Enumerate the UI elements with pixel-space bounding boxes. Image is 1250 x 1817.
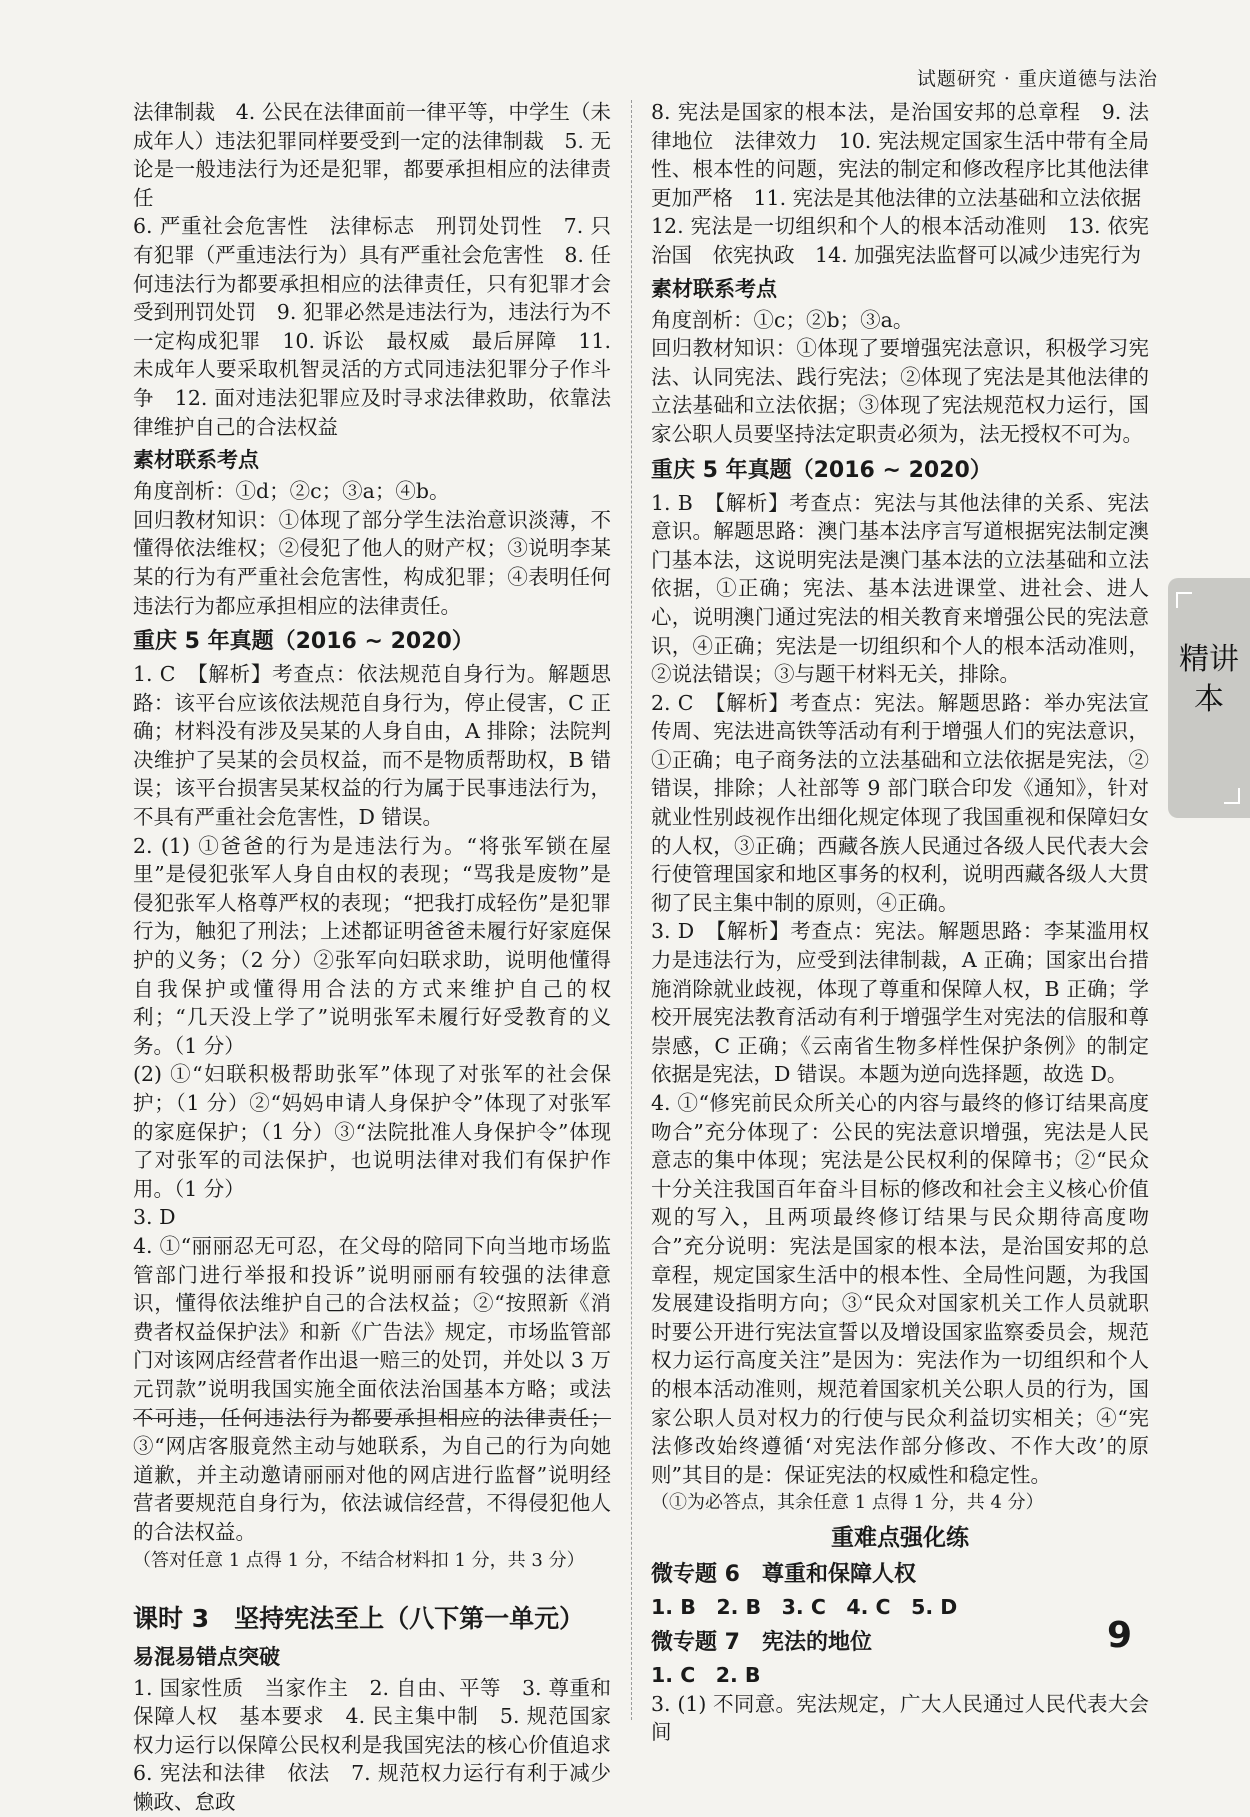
section-heading: 易混易错点突破 (133, 1644, 280, 1669)
left-column (133, 98, 632, 1817)
side-tab-label: 精讲本 (1179, 642, 1239, 717)
question-answer: 1. C 【解析】考查点：依法规范自身行为。解题思路：该平台应该依法规范自身行为，停止侵害，C 正确；材料没有涉及吴某的人身自由，A 排除；法院判决维护了吴某的会员权益，而不是物质帮助权，B 错误；该平台损害吴某权益的行为属于民事违法行为，不具有严重社会危害性，D 错误。 (133, 662, 611, 830)
question-answer: 3. D 【解析】考查点：宪法。解题思路：李某滥用权力是违法行为，应受到法律制裁，A 正确；国家出台措施消除就业歧视，体现了尊重和保障人权，B 正确；学校开展宪法教育活动有利于增强学生对宪法的信服和尊崇感，C 正确；《云南省生物多样性保护条例》的制定依据是宪法，D 错误。本题为逆向选择题，故选 D。 (651, 919, 1149, 1087)
answer-paragraph: 6. 严重社会危害性 法律标志 刑罚处罚性 7. 只有犯罪（严重违法行为）具有严重社会危害性 8. 任何违法行为都要承担相应的法律责任，只有犯罪才会受到刑罚处罚 9. 犯罪必然是违法行为，违法行为不一定构成犯罪 10. 诉讼 最权威 最后屏障 11. 未成年人要采取机智灵活的方式同违法犯罪分子作斗争 12. 面对违法犯罪应及时寻求法律救助，依靠法律维护自己的合法权益 (133, 214, 611, 439)
question-answer: (2) ①“妇联积极帮助张军”体现了对张军的社会保护；（1 分）②“妈妈申请人身保护令”体现了对张军的家庭保护；（1 分）③“法院批准人身保护令”体现了对张军的司法保护，也说明法律对我们有保护作用。（1 分） (133, 1062, 611, 1201)
section-heading: 素材联系考点 (651, 276, 777, 301)
question-answer: 2. (1) ①爸爸的行为是违法行为。“将张军锁在屋里”是侵犯张军人身自由权的表现；“骂我是废物”是侵犯张军人格尊严权的表现；“把我打成轻伤”是犯罪行为，触犯了刑法；上述都证明爸爸未履行好家庭保护的义务；（2 分）②张军向妇联求助，说明他懂得自我保护或懂得用合法的方式来维护自己的权利；“几天没上学了”说明张军未履行好受教育的义务。（1 分） (133, 833, 611, 1058)
question-answer: 3. (1) 不同意。宪法规定，广大人民通过人民代表大会间 (651, 1691, 1149, 1745)
answer-paragraph: 回归教材知识：①体现了要增强宪法意识，积极学习宪法、认同宪法、践行宪法；②体现了宪法是其他法律的立法基础和立法依据；③体现了宪法规范权力运行，国家公职人员要坚持法定职责必须为，法无授权不可为。 (651, 336, 1149, 446)
answer-paragraph: 角度剖析：①c；②b；③a。 (651, 307, 914, 332)
section-heading: 重庆 5 年真题（2016 ~ 2020） (133, 629, 474, 655)
section-heading: 重庆 5 年真题（2016 ~ 2020） (651, 457, 992, 483)
section-separator (133, 1418, 611, 1419)
answer-paragraph: 法律制裁 4. 公民在法律面前一律平等，中学生（未成年人）违法犯罪同样要受到一定的法律制裁 5. 无论是一般违法行为还是犯罪，都要承担相应的法律责任 (133, 100, 611, 210)
topic-heading: 微专题 6 尊重和保障人权 (651, 1561, 916, 1587)
lesson-title: 课时 3 坚持宪法至上（八下第一单元） (133, 1604, 585, 1634)
answer-paragraph: 角度剖析：①d；②c；③a；④b。 (133, 479, 450, 504)
question-answer: 4. ①“丽丽忍无可忍，在父母的陪同下向当地市场监管部门进行举报和投诉”说明丽丽有较强的法律意识，懂得依法维护自己的合法权益；②“按照新《消费者权益保护法》和新《广告法》规定，市场监管部门对该网店经营者作出退一赔三的处罚，并处以 3 万元罚款”说明我国实施全面依法治国基本方略；或法不可违，任何违法行为都要承担相应的法律责任；③“网店客服竟然主动与她联系，为自己的行为向她道歉，并主动邀请丽丽对他的网店进行监督”说明经营者要规范自身行为，依法诚信经营，不得侵犯他人的合法权益。 (133, 1233, 611, 1544)
question-answer: 2. C 【解析】考查点：宪法。解题思路：举办宪法宣传周、宪法进高铁等活动有利于增强人们的宪法意识，①正确；电子商务法的立法基础和立法依据是宪法，②错误，排除；人社部等 9 部门联合印发《通知》，针对就业性别歧视作出细化规定体现了我国重视和保障妇女的人权，③正确；西藏各族人民通过各级人民代表大会行使管理国家和地区事务的权利，说明西藏各级人大贯彻了民主集中制的原则，④正确。 (651, 690, 1149, 915)
question-answer: 4. ①“修宪前民众所关心的内容与最终的修订结果高度吻合”充分体现了：公民的宪法意识增强，宪法是人民意志的集中体现；宪法是公民权利的保障书；②“民众十分关注我国百年奋斗目标的修改和社会主义核心价值观的写入，且两项最终修订结果与民众期待高度吻合”充分说明：宪法是国家的根本法，是治国安邦的总章程，规定国家生活中的根本性、全局性问题，为我国发展建设指明方向；③“民众对国家机关工作人员就职时要公开进行宪法宣誓以及增设国家监察委员会，规范权力运行高度关注”是因为：宪法作为一切组织和个人的根本活动准则，规范着国家机关公职人员的行为，国家公职人员对权力的行使与民众利益切实相关；④“宪法修改始终遵循‘对宪法作部分修改、不作大改’的原则”其目的是：保证宪法的权威性和稳定性。 (651, 1091, 1149, 1487)
answer-paragraph: 1. 国家性质 当家作主 2. 自由、平等 3. 尊重和保障人权 基本要求 4. 民主集中制 5. 规范国家权力运行以保障公民权利是我国宪法的核心价值追求 6. 宪法和法律 依法 7. 规范权力运行有利于减少懒政、怠政 (133, 1675, 632, 1815)
answer-paragraph: 12. 宪法是一切组织和个人的根本活动准则 13. 依宪治国 依宪执政 14. 加强宪法监督可以减少违宪行为 (651, 214, 1149, 267)
question-answer: 3. D (133, 1205, 176, 1230)
corner-bracket-icon (1224, 788, 1240, 804)
scoring-note: （答对任意 1 点得 1 分，不结合材料扣 1 分，共 3 分） (133, 1549, 585, 1571)
answer-key: 1. B 2. B 3. C 4. C 5. D (651, 1594, 958, 1619)
page-number: 9 (1106, 1615, 1132, 1656)
section-heading: 重难点强化练 (831, 1524, 969, 1551)
page-header: 试题研究 · 重庆道德与法治 (916, 68, 1158, 90)
right-column (651, 98, 1149, 1747)
scoring-note: （①为必答点，其余任意 1 点得 1 分，共 4 分） (651, 1492, 1044, 1514)
section-heading: 素材联系考点 (133, 448, 259, 473)
question-answer: 1. B 【解析】考查点：宪法与其他法律的关系、宪法意识。解题思路：澳门基本法序言写道根据宪法制定澳门基本法，这说明宪法是澳门基本法的立法基础和立法依据，①正确；宪法、基本法进课堂、进社会、进人心，说明澳门通过宪法的相关教育来增强公民的宪法意识，④正确；宪法是一切组织和个人的根本活动准则，②说法错误；③与题干材料无关，排除。 (651, 490, 1149, 687)
answer-key: 1. C 2. B (651, 1663, 761, 1688)
topic-heading: 微专题 7 宪法的地位 (651, 1630, 872, 1656)
column-divider (631, 100, 632, 1720)
answer-paragraph: 8. 宪法是国家的根本法，是治国安邦的总章程 9. 法律地位 法律效力 10. 宪法规定国家生活中带有全局性、根本性的问题，宪法的制定和修改程序比其他法律更加严格 11. 宪法是其他法律的立法基础和立法依据 (651, 100, 1149, 210)
answer-paragraph: 回归教材知识：①体现了部分学生法治意识淡薄，不懂得依法维权；②侵犯了他人的财产权；③说明李某某的行为有严重社会危害性，构成犯罪；④表明任何违法行为都应承担相应的法律责任。 (133, 507, 611, 618)
corner-bracket-icon (1176, 592, 1192, 608)
